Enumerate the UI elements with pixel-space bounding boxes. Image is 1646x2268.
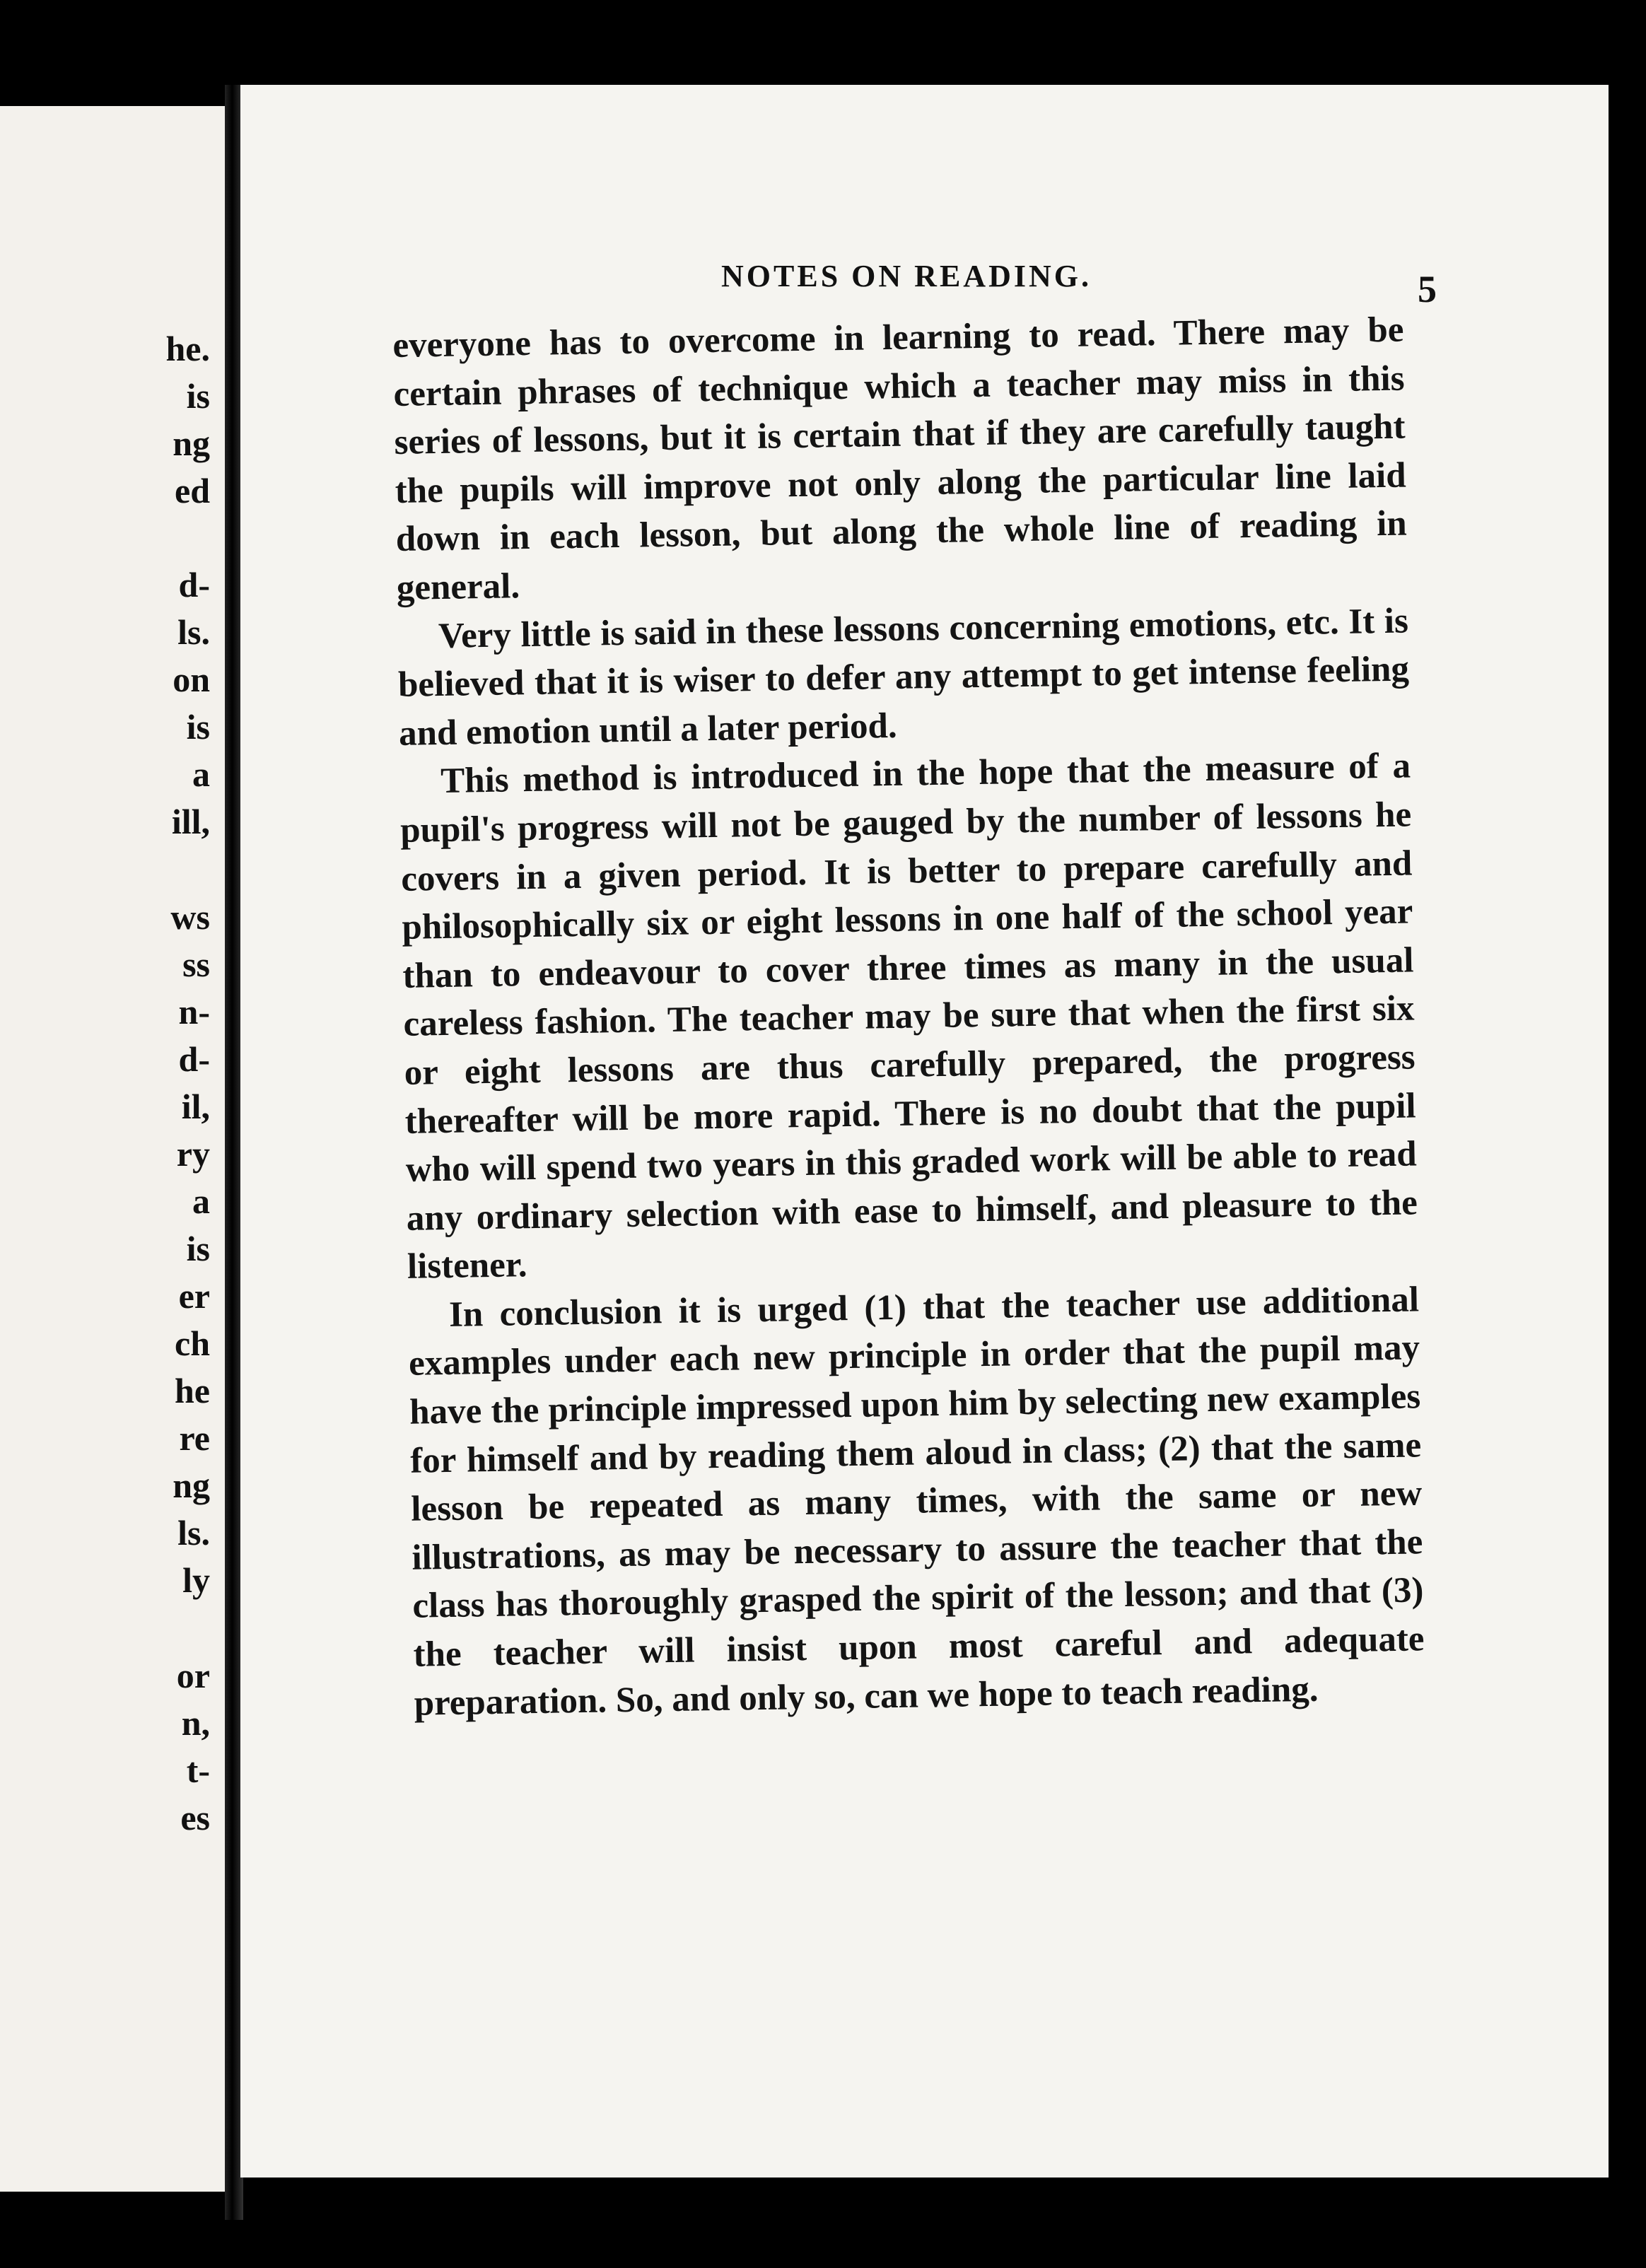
left-fragment: a bbox=[192, 1181, 210, 1221]
scan-border bbox=[1609, 120, 1646, 2185]
left-fragment: on bbox=[173, 660, 210, 699]
left-fragment: is bbox=[186, 1229, 210, 1268]
left-fragment: ls. bbox=[177, 1513, 210, 1553]
left-fragment: ss bbox=[182, 945, 210, 984]
left-fragment: ws bbox=[170, 897, 210, 937]
left-fragment: a bbox=[192, 754, 210, 794]
left-fragment: or bbox=[176, 1656, 210, 1695]
paragraph: Very little is said in these lessons concerning emotions, etc. It is believed that it is wiser to defer any attempt to get intense feeling and emotion until a later period. bbox=[397, 601, 1410, 754]
left-fragment: ry bbox=[176, 1134, 210, 1174]
left-fragment: ls. bbox=[177, 612, 210, 652]
left-fragment: is bbox=[186, 707, 210, 747]
left-fragment: n- bbox=[178, 992, 210, 1031]
running-head: NOTES ON READING. bbox=[721, 259, 1092, 293]
left-fragment: ch bbox=[175, 1323, 210, 1363]
paragraph: In conclusion it is urged (1) that the teacher use additional examples under each new principle in order that the pupil may have the principle impressed upon him by selecting new examples for himself and by reading them aloud in class; (2) that the same lesson be repeated as many times, with the same or new illustrations, as may be necessary to assure the teacher that the class has thoroughly grasped the spirit of the lesson; and that (3) the teacher will insist upon most careful and adequate preparation. So, and only so, can we hope to teach reading. bbox=[408, 1280, 1425, 1724]
left-fragment: d- bbox=[178, 565, 210, 604]
book-page bbox=[240, 85, 1609, 2178]
paragraph: everyone has to overcome in learning to read. There may be certain phrases of technique which a teacher may miss in this series of lessons, but it is certain that if they are carefully taught the pupils will improve not only along the particular line laid down in each lesson, but along the whole line of reading in general. bbox=[392, 310, 1408, 608]
left-fragment: t- bbox=[186, 1750, 210, 1790]
body-text bbox=[392, 306, 1425, 1728]
left-fragment: he. bbox=[165, 329, 210, 368]
left-fragment: re bbox=[179, 1418, 210, 1458]
left-fragment: ng bbox=[173, 423, 210, 463]
left-facing-page bbox=[0, 106, 230, 2192]
left-fragment: n, bbox=[181, 1703, 210, 1743]
paragraph: This method is introduced in the hope that the measure of a pupil's progress will not be gauged by the number of lessons he covers in a given period. It is better to prepare carefully and philosophically six or eight lessons in one half of the school year than to endeavour to cover three times as many in the usual careless fashion. The teacher may be sure that when the first six or eight lessons are thus carefully prepared, the progress thereafter will be more rapid. There is no doubt that the pupil who will spend two years in this graded work will be able to read any ordinary selection with ease to himself, and pleasure to the listener. bbox=[399, 746, 1418, 1287]
page-number: 5 bbox=[1418, 268, 1437, 310]
left-fragment: er bbox=[178, 1276, 210, 1316]
left-fragment: he bbox=[175, 1371, 210, 1410]
left-fragment: ng bbox=[173, 1466, 210, 1505]
left-fragment: il, bbox=[181, 1087, 210, 1126]
left-fragment: es bbox=[180, 1798, 210, 1837]
left-fragment: ly bbox=[182, 1560, 210, 1600]
left-fragment: is bbox=[186, 376, 210, 416]
left-fragment: ed bbox=[175, 471, 210, 510]
left-fragment: d- bbox=[178, 1039, 210, 1079]
left-fragment: ill, bbox=[171, 802, 210, 841]
